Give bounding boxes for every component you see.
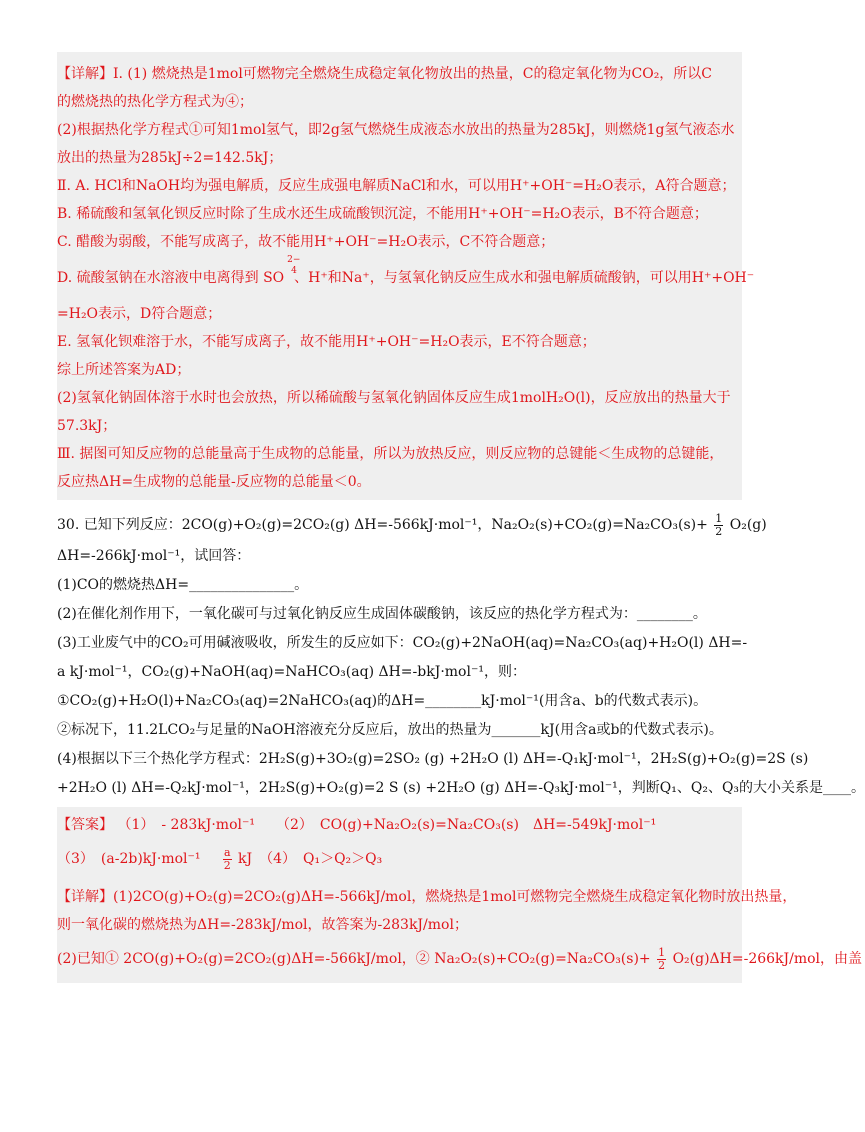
question-text: O₂(g)	[729, 517, 767, 533]
question-line: a kJ·mol⁻¹，CO₂(g)+NaOH(aq)=NaHCO₃(aq) ΔH=-bkJ·mol⁻¹，则：	[57, 664, 526, 680]
explanation-line: (2)根据热化学方程式①可知1mol氢气，即2g氢气燃烧生成液态水放出的热量为285kJ，则燃烧1g氢气液态水	[57, 122, 735, 138]
question-line: (4)根据以下三个热化学方程式：2H₂S(g)+3O₂(g)=2SO₂ (g) +2H₂O (l) ΔH=-Q₁kJ·mol⁻¹，2H₂S(g)+O₂(g)=2S (s)	[57, 751, 809, 767]
question-line: ①CO₂(g)+H₂O(l)+Na₂CO₃(aq)=2NaHCO₃(aq)的ΔH=________kJ·mol⁻¹(用含a、b的代数式表示)。	[57, 693, 708, 709]
sulfate-ion	[263, 255, 301, 288]
explanation-text: (2)已知① 2CO(g)+O₂(g)=2CO₂(g)ΔH=-566kJ/mol，② Na₂O₂(s)+CO₂(g)=Na₂CO₃(s)+	[57, 951, 651, 967]
fraction-one-half: $\frac{1}{2}$	[658, 945, 666, 972]
sulfate-subscript: 4	[291, 266, 297, 276]
question-text: 30. 已知下列反应：2CO(g)+O₂(g)=2CO₂(g) ΔH=-566kJ·mol⁻¹，Na₂O₂(s)+CO₂(g)=Na₂CO₃(s)+	[57, 517, 708, 533]
sulfate-symbol: SO	[263, 270, 285, 286]
answer-line	[57, 841, 742, 877]
explanation-line: B. 稀硫酸和氢氧化钡反应时除了生成水还生成硫酸钡沉淀，不能用H⁺+OH⁻=H₂O表示，B不符合题意；	[57, 206, 708, 222]
fraction-one-half: $\frac{1}{2}$	[715, 511, 723, 538]
explanation-line: 放出的热量为285kJ÷2=142.5kJ；	[57, 150, 283, 166]
explanation-line: 反应热ΔH=生成物的总能量-反应物的总能量＜0。	[57, 474, 371, 490]
explanation-text: O₂(g)ΔH=-266kJ/mol，由盖	[672, 951, 863, 967]
explanation-line: 57.3kJ；	[57, 418, 117, 434]
explanation-line: 【详解】(1)2CO(g)+O₂(g)=2CO₂(g)ΔH=-566kJ/mol，燃烧热是1mol可燃物完全燃烧生成稳定氧化物时放出热量，	[57, 889, 797, 905]
question-line: (2)在催化剂作用下，一氧化碳可与过氧化钠反应生成固体碳酸钠，该反应的热化学方程式为：________。	[57, 606, 707, 622]
explanation-line: 则一氧化碳的燃烧热为ΔH=-283kJ/mol，故答案为-283kJ/mol；	[57, 917, 468, 933]
explanation-line: 综上所述答案为AD；	[57, 362, 191, 378]
explanation-block-1	[57, 52, 755, 500]
explanation-text: D. 硫酸氢钠在水溶液中电离得到	[57, 270, 259, 286]
question-line: (3)工业废气中的CO₂可用碱液吸收，所发生的反应如下：CO₂(g)+2NaOH(aq)=Na₂CO₃(aq)+H₂O(l) ΔH=-	[57, 635, 748, 651]
explanation-line: 的燃烧热的热化学方程式为④；	[57, 94, 253, 110]
explanation-line: E. 氢氧化钡难溶于水，不能写成离子，故不能用H⁺+OH⁻=H₂O表示，E不符合题意；	[57, 334, 596, 350]
explanation-line: =H₂O表示，D符合题意；	[57, 306, 222, 322]
answer-line: 【答案】 （1） - 283kJ·mol⁻¹ （2） CO(g)+Na₂O₂(s)=Na₂CO₃(s) ΔH=-549kJ·mol⁻¹	[57, 817, 657, 833]
explanation-text: 、H⁺和Na⁺，与氢氧化钠反应生成水和强电解质硫酸钠，可以用H⁺+OH⁻	[294, 270, 755, 286]
spacer	[57, 500, 742, 508]
explanation-line	[57, 939, 863, 979]
answer-text: kJ （4） Q₁＞Q₂＞Q₃	[237, 851, 383, 867]
question-line: ΔH=-266kJ·mol⁻¹，试回答：	[57, 548, 251, 564]
explanation-line	[57, 255, 755, 292]
question-line	[57, 508, 767, 542]
question-line: (1)CO的燃烧热ΔH=_______________。	[57, 577, 309, 593]
explanation-line: Ⅱ. A. HCl和NaOH均为强电解质，反应生成强电解质NaCl和水，可以用H⁺+OH⁻=H₂O表示，A符合题意；	[57, 178, 736, 194]
explanation-line: (2)氢氧化钠固体溶于水时也会放热，所以稀硫酸与氢氧化钠固体反应生成1molH₂O(l)，反应放出的热量大于	[57, 390, 731, 406]
question-line: +2H₂O (l) ΔH=-Q₂kJ·mol⁻¹，2H₂S(g)+O₂(g)=2 S (s) +2H₂O (g) ΔH=-Q₃kJ·mol⁻¹，判断Q₁、Q₂、Q₃的大小关系是____。	[57, 780, 865, 796]
page	[57, 52, 865, 983]
explanation-line: 【详解】Ⅰ. (1) 燃烧热是1mol可燃物完全燃烧生成稳定氧化物放出的热量，C的稳定氧化物为CO₂，所以C	[57, 66, 713, 82]
explanation-line: Ⅲ. 据图可知反应物的总能量高于生成物的总能量，所以为放热反应，则反应物的总键能＜生成物的总键能，	[57, 446, 724, 462]
question-line: ②标况下，11.2LCO₂与足量的NaOH溶液充分反应后，放出的热量为_______kJ(用含a或b的代数式表示)。	[57, 722, 723, 738]
answer-text: （3） (a-2b)kJ·mol⁻¹	[57, 851, 201, 867]
fraction-a-over-2: $\frac{a}{2}$	[223, 845, 231, 872]
sulfate-charge: 2−	[287, 255, 301, 265]
question-30	[57, 508, 865, 803]
explanation-line: C. 醋酸为弱酸，不能写成离子，故不能用H⁺+OH⁻=H₂O表示，C不符合题意；	[57, 234, 555, 250]
answer-block	[57, 807, 863, 983]
